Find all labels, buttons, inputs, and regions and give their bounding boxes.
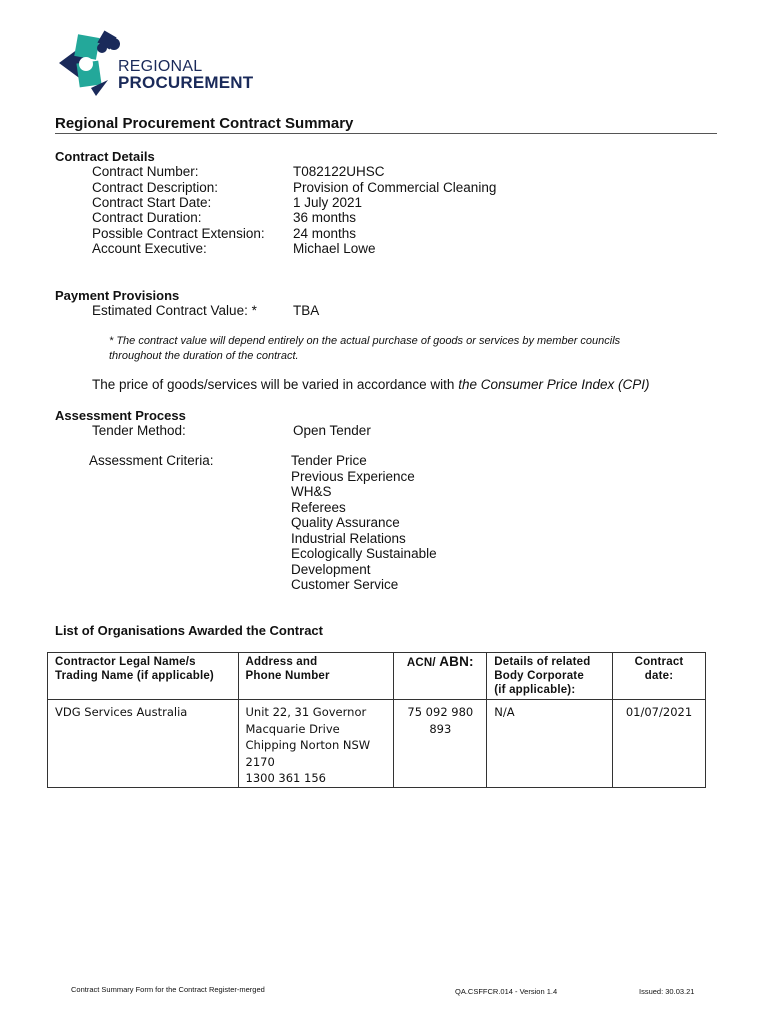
contract-description-value: Provision of Commercial Cleaning (293, 180, 497, 195)
header-body-line2: Body Corporate (494, 670, 584, 682)
payment-provisions-heading: Payment Provisions (55, 288, 180, 303)
criteria-item: Tender Price (291, 453, 367, 468)
page-title: Regional Procurement Contract Summary (55, 115, 354, 132)
regional-procurement-logo (56, 28, 266, 98)
contract-extension-value: 24 months (293, 226, 357, 241)
tender-method-label: Tender Method: (92, 423, 186, 438)
footer-form-name: Contract Summary Form for the Contract Register-merged (71, 985, 265, 994)
assessment-criteria-label: Assessment Criteria: (89, 453, 214, 468)
logo-text-procurement: PROCUREMENT (118, 73, 254, 92)
cell-abn (394, 700, 487, 788)
contract-start-date-value: 1 July 2021 (293, 195, 363, 210)
account-executive-value: Michael Lowe (293, 241, 376, 256)
contract-number-value: T082122UHSC (293, 164, 385, 179)
contract-start-date-label: Contract Start Date: (92, 195, 212, 210)
criteria-item: Customer Service (291, 577, 399, 592)
cell-body-corporate: N/A (487, 700, 613, 788)
account-executive-label: Account Executive: (92, 241, 207, 256)
cell-address (238, 700, 394, 788)
address-line: Unit 22, 31 Governor (245, 705, 367, 719)
cell-contractor-name: VDG Services Australia (48, 700, 239, 788)
footer-issued-date: Issued: 30.03.21 (639, 987, 695, 996)
table-row (48, 700, 706, 788)
price-text: The price of goods/services will be varied in accordance with (92, 377, 455, 392)
estimated-value-value: TBA (293, 303, 320, 318)
criteria-item: Development (291, 561, 371, 577)
criteria-item: Quality Assurance (291, 515, 400, 530)
title-divider (55, 133, 717, 134)
organisations-table (47, 652, 706, 788)
header-acn: ACN/ (406, 657, 436, 669)
note-line-2: throughout the duration of the contract. (109, 350, 299, 362)
header-body-line1: Details of related (494, 656, 591, 668)
contract-duration-value: 36 months (293, 210, 357, 225)
contract-details-heading: Contract Details (55, 149, 155, 164)
address-line: Chipping Norton NSW (245, 738, 371, 752)
header-date-line2: date: (644, 670, 674, 682)
criteria-item: Industrial Relations (291, 530, 406, 546)
assessment-process-heading: Assessment Process (55, 408, 186, 423)
contract-value-note (109, 334, 729, 364)
abn-line1: 75 092 980 (407, 705, 474, 719)
header-date-line1: Contract (634, 656, 684, 668)
criteria-item: WH&S (291, 484, 332, 499)
header-abn: ABN: (439, 654, 474, 669)
note-line-1: * The contract value will depend entirely on the actual purchase of goods or services by member councils (109, 335, 621, 347)
contract-extension-label: Possible Contract Extension: (92, 226, 265, 241)
estimated-value-label: Estimated Contract Value: * (92, 303, 257, 318)
price-index: the Consumer Price Index (CPI) (458, 377, 650, 392)
contract-duration-label: Contract Duration: (92, 210, 202, 225)
header-address (238, 653, 394, 700)
header-body-corporate (487, 653, 613, 700)
cell-contract-date: 01/07/2021 (613, 700, 706, 788)
header-acn-abn (394, 653, 487, 700)
header-name-line1: Contractor Legal Name/s (55, 656, 196, 668)
contract-description-label: Contract Description: (92, 180, 219, 195)
criteria-item: Referees (291, 499, 346, 515)
header-contract-date (613, 653, 706, 700)
phone-number: 1300 361 156 (245, 771, 326, 785)
table-header-row (48, 653, 706, 700)
address-line: 2170 (245, 754, 275, 769)
header-name-line2: Trading Name (if applicable) (55, 670, 214, 682)
header-contractor-name (48, 653, 239, 700)
tender-method-value: Open Tender (293, 423, 371, 438)
contract-number-label: Contract Number: (92, 164, 199, 179)
header-address-line2: Phone Number (245, 670, 330, 682)
assessment-criteria-list (291, 453, 437, 593)
header-body-line3: (if applicable): (494, 684, 576, 696)
organisations-heading: List of Organisations Awarded the Contract (55, 623, 323, 638)
footer-version: QA.CSFFCR.014 - Version 1.4 (455, 987, 558, 996)
header-address-line1: Address and (245, 656, 318, 668)
abn-line2: 893 (429, 721, 452, 736)
criteria-item: Previous Experience (291, 468, 415, 484)
puzzle-logo-icon (56, 28, 126, 98)
price-variation-text (92, 377, 650, 392)
criteria-item: Ecologically Sustainable (291, 546, 437, 561)
address-line: Macquarie Drive (245, 721, 340, 736)
logo-text-regional: REGIONAL (118, 58, 203, 75)
